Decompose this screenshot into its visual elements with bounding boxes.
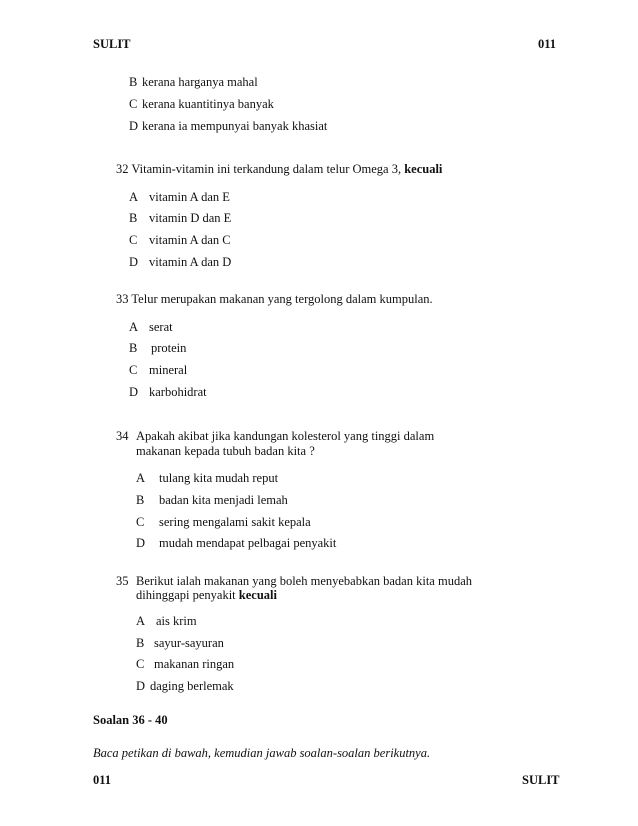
- option-letter: D: [129, 119, 139, 133]
- option-letter: D: [136, 679, 146, 693]
- option-letter: C: [129, 233, 138, 247]
- question-text: Apakah akibat jika kandungan kolesterol yang tinggi dalam: [136, 429, 435, 443]
- option-letter: C: [136, 515, 145, 529]
- q35-stem-line1: [116, 574, 472, 589]
- option-letter: C: [129, 363, 138, 377]
- section-title: Soalan 36 - 40: [93, 713, 168, 727]
- q35-option-d: [136, 679, 234, 694]
- header-left: SULIT: [93, 37, 131, 51]
- option-letter: B: [136, 636, 145, 650]
- question-number: 33: [116, 292, 129, 306]
- q35-option-b: [136, 636, 224, 651]
- header-right: 011: [538, 37, 557, 51]
- question-number: 32: [116, 162, 129, 176]
- option-letter: D: [129, 255, 139, 269]
- option-letter: B: [129, 211, 138, 225]
- q33-stem: [116, 292, 433, 307]
- q34-option-c: [136, 515, 311, 530]
- q33-option-a: [129, 320, 173, 335]
- q31-option-d: [129, 119, 327, 134]
- option-text: daging berlemak: [150, 679, 234, 693]
- option-text: karbohidrat: [149, 385, 207, 399]
- question-number: 34: [116, 429, 129, 443]
- section-instruction: Baca petikan di bawah, kemudian jawab soalan-soalan berikutnya.: [93, 746, 431, 760]
- q35-option-a: [136, 614, 197, 629]
- q34-option-d: [136, 536, 336, 551]
- q33-option-b: [129, 341, 186, 356]
- footer-right: SULIT: [522, 773, 560, 787]
- question-text: Berikut ialah makanan yang boleh menyebabkan badan kita mudah: [136, 574, 472, 588]
- option-letter: C: [136, 657, 145, 671]
- q35-option-c: [136, 657, 234, 672]
- option-text: makanan ringan: [154, 657, 235, 671]
- q31-option-b: [129, 75, 258, 90]
- q32-stem: [116, 162, 442, 177]
- q32-option-c: [129, 233, 231, 248]
- option-text: tulang kita mudah reput: [159, 471, 279, 485]
- question-text: Telur merupakan makanan yang tergolong dalam kumpulan.: [131, 292, 433, 306]
- question-text: dihinggapi penyakit: [136, 588, 236, 602]
- option-letter: A: [136, 471, 146, 485]
- q34-option-a: [136, 471, 278, 486]
- question-number: 35: [116, 574, 129, 588]
- q33-option-d: [129, 385, 207, 400]
- q35-stem-line2: [136, 588, 277, 603]
- q32-option-b: [129, 211, 231, 226]
- option-text: vitamin A dan D: [149, 255, 232, 269]
- option-letter: B: [136, 493, 145, 507]
- option-text: kerana harganya mahal: [142, 75, 258, 89]
- option-text: kerana ia mempunyai banyak khasiat: [142, 119, 328, 133]
- q31-option-c: [129, 97, 274, 112]
- q32-option-a: [129, 190, 230, 205]
- option-letter: B: [129, 75, 138, 89]
- option-text: sering mengalami sakit kepala: [159, 515, 311, 529]
- q33-option-c: [129, 363, 187, 378]
- option-text: serat: [149, 320, 173, 334]
- option-letter: A: [136, 614, 146, 628]
- q32-option-d: [129, 255, 231, 270]
- option-letter: A: [129, 320, 139, 334]
- option-text: mudah mendapat pelbagai penyakit: [159, 536, 337, 550]
- q34-option-b: [136, 493, 288, 508]
- option-text: vitamin A dan E: [149, 190, 230, 204]
- option-letter: A: [129, 190, 139, 204]
- question-emphasis: kecuali: [404, 162, 443, 176]
- option-letter: B: [129, 341, 138, 355]
- footer-left: 011: [93, 773, 112, 787]
- question-text: Vitamin-vitamin ini terkandung dalam telur Omega 3,: [131, 162, 402, 176]
- option-text: vitamin D dan E: [149, 211, 232, 225]
- option-letter: D: [129, 385, 139, 399]
- option-text: sayur-sayuran: [154, 636, 224, 650]
- option-text: protein: [151, 341, 187, 355]
- q34-stem-line1: [116, 429, 434, 444]
- option-text: badan kita menjadi lemah: [159, 493, 288, 507]
- option-text: mineral: [149, 363, 188, 377]
- q34-stem-line2: makanan kepada tubuh badan kita ?: [136, 444, 315, 458]
- option-text: vitamin A dan C: [149, 233, 231, 247]
- question-emphasis: kecuali: [238, 588, 277, 602]
- option-letter: D: [136, 536, 146, 550]
- option-text: kerana kuantitinya banyak: [142, 97, 274, 111]
- option-text: ais krim: [156, 614, 197, 628]
- option-letter: C: [129, 97, 138, 111]
